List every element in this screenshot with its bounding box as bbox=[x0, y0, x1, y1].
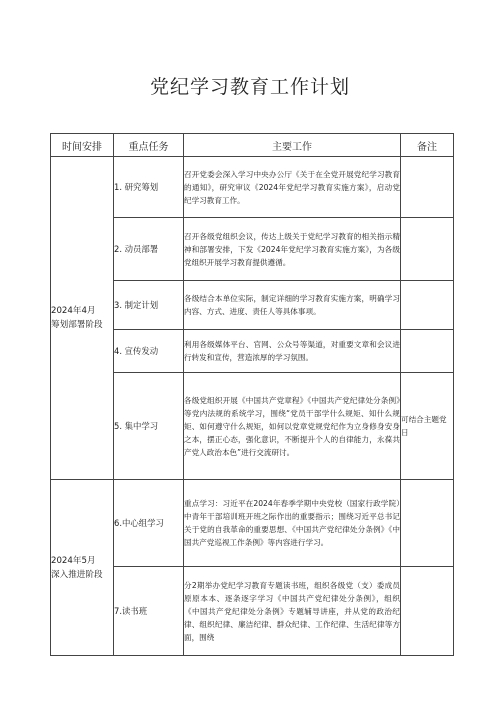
note-cell bbox=[401, 157, 454, 218]
work-cell: 重点学习：习近平在2024年春季学期中央党校（国家行政学院）中青年干部培训班开班之际作出的重要指示；围绕习近平总书记关于党的自我革命的重要思想、《中国共产党纪律处分条例》《中国共产党巡视工作条例》等内容进行学习。 bbox=[184, 480, 401, 567]
note-cell bbox=[401, 480, 454, 567]
note-cell bbox=[401, 330, 454, 373]
plan-table bbox=[50, 133, 454, 656]
phase-date: 2024年5月 bbox=[51, 555, 96, 566]
phase-date: 2024年4月 bbox=[51, 306, 96, 316]
header-note: 备注 bbox=[401, 134, 454, 157]
phase-name: 筹划部署阶段 bbox=[51, 320, 103, 330]
task-cell: 5. 集中学习 bbox=[114, 373, 184, 480]
header-time: 时间安排 bbox=[51, 134, 114, 157]
work-cell: 各级党组织开展《中国共产党章程》《中国共产党纪律处分条例》等党内法规的系统学习，围绕“党员干部学什么规矩、知什么规矩、如何遵守什么规矩，如何以党章党规党纪作为立身修身安身之本，摆正心态，强化意识，不断提升个人的自律能力，永葆共产党人政治本色”进行交流研讨。 bbox=[184, 373, 401, 480]
page-title: 党纪学习教育工作计划 bbox=[149, 76, 350, 98]
table-row bbox=[51, 480, 454, 567]
table-row bbox=[51, 157, 454, 218]
note-cell: 可结合主题党日 bbox=[401, 373, 454, 480]
work-cell: 召开各级党组织会议，传达上级关于党纪学习教育的相关指示精神和部署安排，下发《2024年党纪学习教育实施方案》，为各级党组织开展学习教育提供遵循。 bbox=[184, 218, 401, 281]
work-cell: 分2期举办党纪学习教育专题读书班，组织各级党（支）委成员原原本本、逐条逐字学习《中国共产党纪律处分条例》，组织《中国共产党纪律处分条例》专题辅导讲座，并从党的政治纪律、组织纪律、廉洁纪律、群众纪律、工作纪律、生活纪律等方面，围绕 bbox=[184, 567, 401, 656]
work-cell: 利用各级媒体平台、官网、公众号等渠道，对重要文章和会议进行转发和宣传，营造浓厚的学习氛围。 bbox=[184, 330, 401, 373]
table-header-row bbox=[51, 134, 454, 157]
task-cell: 7.读书班 bbox=[114, 567, 184, 656]
phase-cell-1 bbox=[51, 157, 114, 480]
task-cell: 2. 动员部署 bbox=[114, 218, 184, 281]
phase-cell-2 bbox=[51, 480, 114, 656]
note-cell bbox=[401, 567, 454, 656]
work-cell: 各级结合本单位实际，制定详细的学习教育实施方案，明确学习内容、方式、进度、责任人等具体事项。 bbox=[184, 281, 401, 330]
task-cell: 1. 研究筹划 bbox=[114, 157, 184, 218]
header-task: 重点任务 bbox=[114, 134, 184, 157]
note-cell bbox=[401, 281, 454, 330]
header-work: 主要工作 bbox=[184, 134, 401, 157]
task-cell: 3. 制定计划 bbox=[114, 281, 184, 330]
task-cell: 6.中心组学习 bbox=[114, 480, 184, 567]
note-cell bbox=[401, 218, 454, 281]
phase-name: 深入推进阶段 bbox=[51, 569, 103, 580]
work-cell: 召开党委会深入学习中央办公厅《关于在全党开展党纪学习教育的通知》，研究审议《2024年党纪学习教育实施方案》，启动党纪学习教育工作。 bbox=[184, 157, 401, 218]
task-cell: 4. 宣传发动 bbox=[114, 330, 184, 373]
